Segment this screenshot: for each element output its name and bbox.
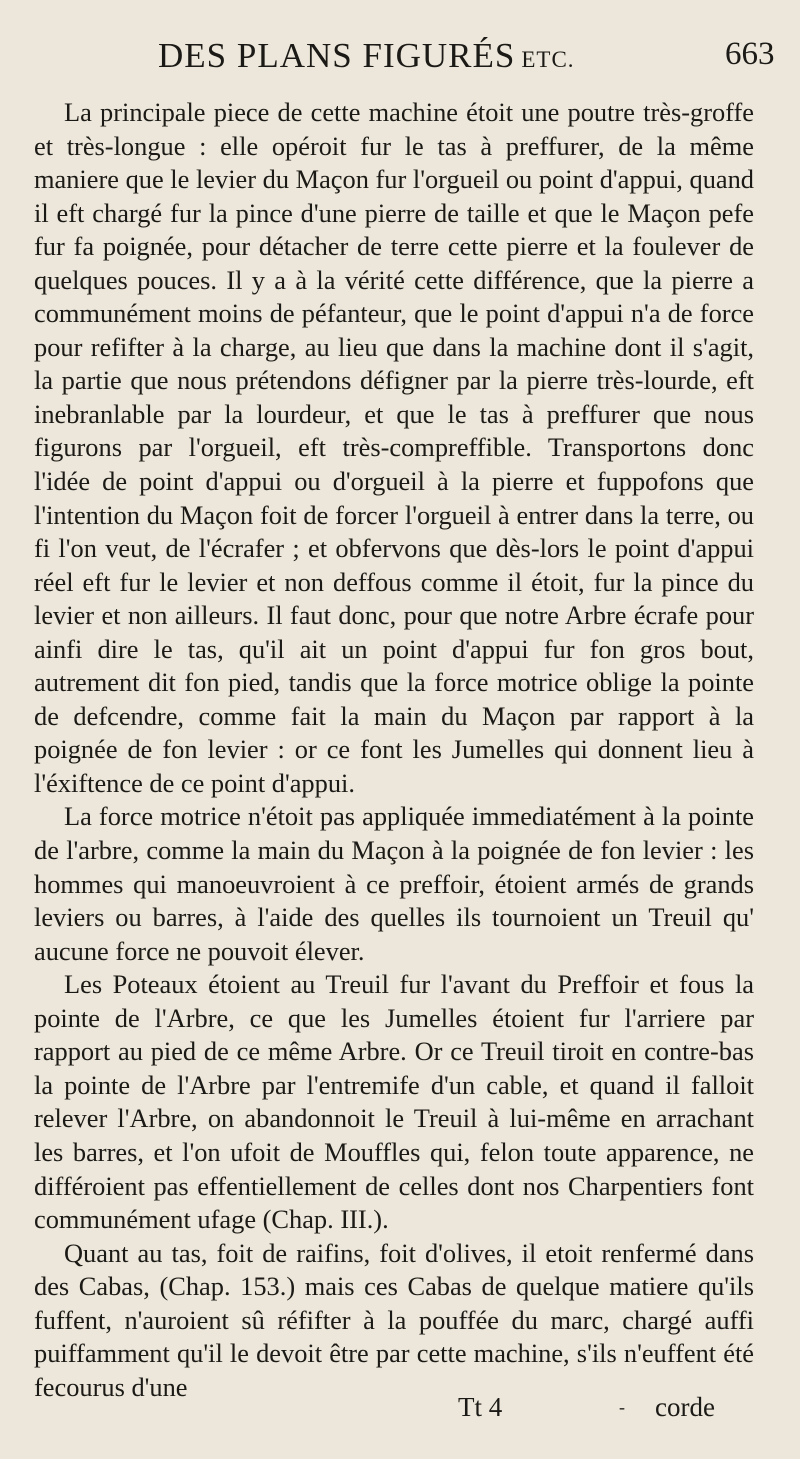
body-text	[34, 96, 754, 1404]
page-number: 663	[725, 36, 775, 72]
running-title: DES PLANS FIGURÉS	[158, 36, 516, 75]
paragraph: La force motrice n'étoit pas appliquée immediatément à la pointe de l'arbre, comme la main du Maçon à la poignée de fon levier : les hommes qui manoeuvroient à ce preffoir, étoient armés de grands leviers ou barres, à l'aide des quelles ils tournoient un Treuil qu' aucune force ne pouvoit élever.	[34, 801, 754, 966]
paragraph: Quant au tas, foit de raifins, foit d'olives, il etoit renfermé dans des Cabas, (Chap. 153.) mais ces Cabas de quelque matiere qu'ils fuffent, n'auroient sû réfifter à la pouffée du marc, chargé auffi puiffamment qu'il le devoit être par cette machine, s'ils n'euffent été fecourus d'une	[34, 1237, 754, 1402]
paragraph: La principale piece de cette machine étoit une poutre très-groffe et très-longue : elle opéroit fur le tas à preffurer, de la même maniere que le levier du Maçon fur l'orgueil ou point d'appui, quand il eft chargé fur la pince d'une pierre de taille et que le Maçon pefe fur fa poignée, pour détacher de terre cette pierre et la foulever de quelques pouces. Il y a à la vérité cette différence, que la pierre a communément moins de péfanteur, que le point d'appui n'a de force pour refifter à la charge, au lieu que dans la machine dont il s'agit, la partie que nous prétendons défigner par la pierre très-lourde, eft inebranlable par la lourdeur, et que le tas à preffurer que nous figurons par l'orgueil, eft très-compreffible. Transportons donc l'idée de point d'appui ou d'orgueil à la pierre et fuppofons que l'intention du Maçon foit de forcer l'orgueil à entrer dans la terre, ou fi l'on veut, de l'écrafer ; et obfervons que dès-lors le point d'appui réel eft fur le levier et non deffous comme il étoit, fur la pince du levier et non ailleurs. Il faut donc, pour que notre Arbre écrafe pour ainfi dire le tas, qu'il ait un point d'appui fur fon gros bout, autrement dit fon pied, tandis que la force motrice oblige la pointe de defcendre, comme fait la main du Maçon par rapport à la poignée de fon levier : or ce font les Jumelles qui donnent lieu à l'éxiftence de ce point d'appui.	[34, 97, 754, 798]
signature-mark: Tt 4	[458, 1392, 503, 1422]
running-etc: ETC.	[521, 47, 575, 72]
footer-dash: -	[619, 1397, 625, 1417]
running-head	[158, 36, 575, 76]
paragraph: Les Poteaux étoient au Treuil fur l'avant du Preffoir et fous la pointe de l'Arbre, ce que les Jumelles étoient fur l'arriere par rapport au pied de ce même Arbre. Or ce Treuil tiroit en contre-bas la pointe de l'Arbre par l'entremife d'un cable, et quand il falloit relever l'Arbre, on abandonnoit le Treuil à lui-même en arrachant les barres, et l'on ufoit de Mouffles qui, felon toute apparence, ne différoient pas effentiellement de celles dont nos Charpentiers font communément ufage (Chap. III.).	[34, 969, 754, 1235]
catchword: corde	[655, 1392, 715, 1422]
